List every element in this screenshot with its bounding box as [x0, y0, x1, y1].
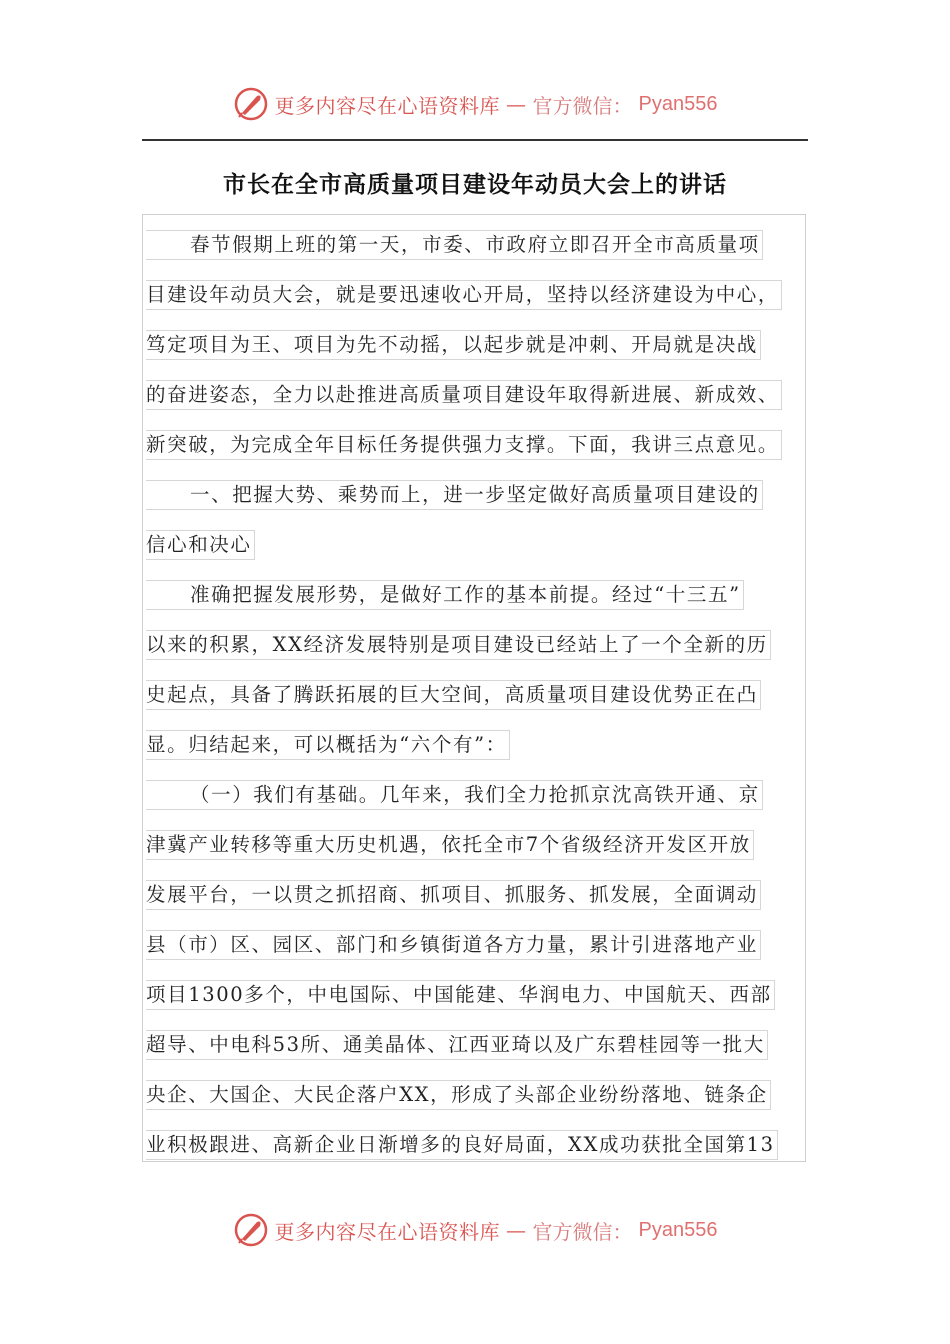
text-line: 县（市）区、园区、部门和乡镇街道各方力量，累计引进落地产业: [146, 930, 761, 960]
wechat-label: 官方微信：: [532, 1219, 633, 1244]
document-title: 市长在全市高质量项目建设年动员大会上的讲话: [223, 172, 727, 198]
section-heading: 一、把握大势、乘势而上，进一步坚定做好高质量项目建设的: [146, 480, 763, 510]
text-line: （一）我们有基础。几年来，我们全力抢抓京沈高铁开通、京: [146, 780, 763, 810]
slogan-text: 更多内容尽在心语资料库: [274, 1219, 501, 1244]
wechat-id: Pyan556: [638, 92, 718, 115]
text-line: 显。归结起来，可以概括为“六个有”：: [146, 730, 510, 760]
text-line: 目建设年动员大会，就是要迅速收心开局，坚持以经济建设为中心，: [146, 280, 782, 310]
text-line: 发展平台，一以贯之抓招商、抓项目、抓服务、抓发展，全面调动: [146, 880, 761, 910]
text-line: 业积极跟进、高新企业日渐增多的良好局面，XX成功获批全国第13: [146, 1130, 778, 1160]
text-line: 以来的积累，XX经济发展特别是项目建设已经站上了一个全新的历: [146, 630, 771, 660]
text-line: 项目1300多个，中电国际、中国能建、华润电力、中国航天、西部: [146, 980, 775, 1010]
text-line: 新突破，为完成全年目标任务提供强力支撑。下面，我讲三点意见。: [146, 430, 782, 460]
text-line: 超导、中电科53所、通美晶体、江西亚琦以及广东碧桂园等一批大: [146, 1030, 768, 1060]
text-line: 春节假期上班的第一天，市委、市政府立即召开全市高质量项: [146, 230, 763, 260]
wechat-id: Pyan556: [638, 1218, 718, 1241]
text-line: 史起点，具备了腾跃拓展的巨大空间，高质量项目建设优势正在凸: [146, 680, 761, 710]
text-line: 准确把握发展形势，是做好工作的基本前提。经过“十三五”: [146, 580, 744, 610]
text-line: 央企、大国企、大民企落户XX，形成了头部企业纷纷落地、链条企: [146, 1080, 771, 1110]
text-line: 笃定项目为王、项目为先不动摇，以起步就是冲刺、开局就是决战: [146, 330, 761, 360]
text-line: 的奋进姿态，全力以赴推进高质量项目建设年取得新进展、新成效、: [146, 380, 782, 410]
text-line: 津冀产业转移等重大历史机遇，依托全市7个省级经济开发区开放: [146, 830, 754, 860]
brand-banner: [233, 86, 718, 122]
page-header: [0, 80, 950, 128]
section-heading: 信心和决心: [146, 530, 255, 560]
quill-pen-icon: [233, 1212, 269, 1248]
separator: —: [506, 92, 527, 116]
quill-pen-icon: [233, 86, 269, 122]
page-footer: [0, 1206, 950, 1254]
header-divider: [142, 139, 808, 141]
slogan-text: 更多内容尽在心语资料库: [274, 93, 501, 118]
brand-banner: [233, 1212, 718, 1248]
wechat-label: 官方微信：: [532, 93, 633, 118]
separator: —: [506, 1218, 527, 1242]
